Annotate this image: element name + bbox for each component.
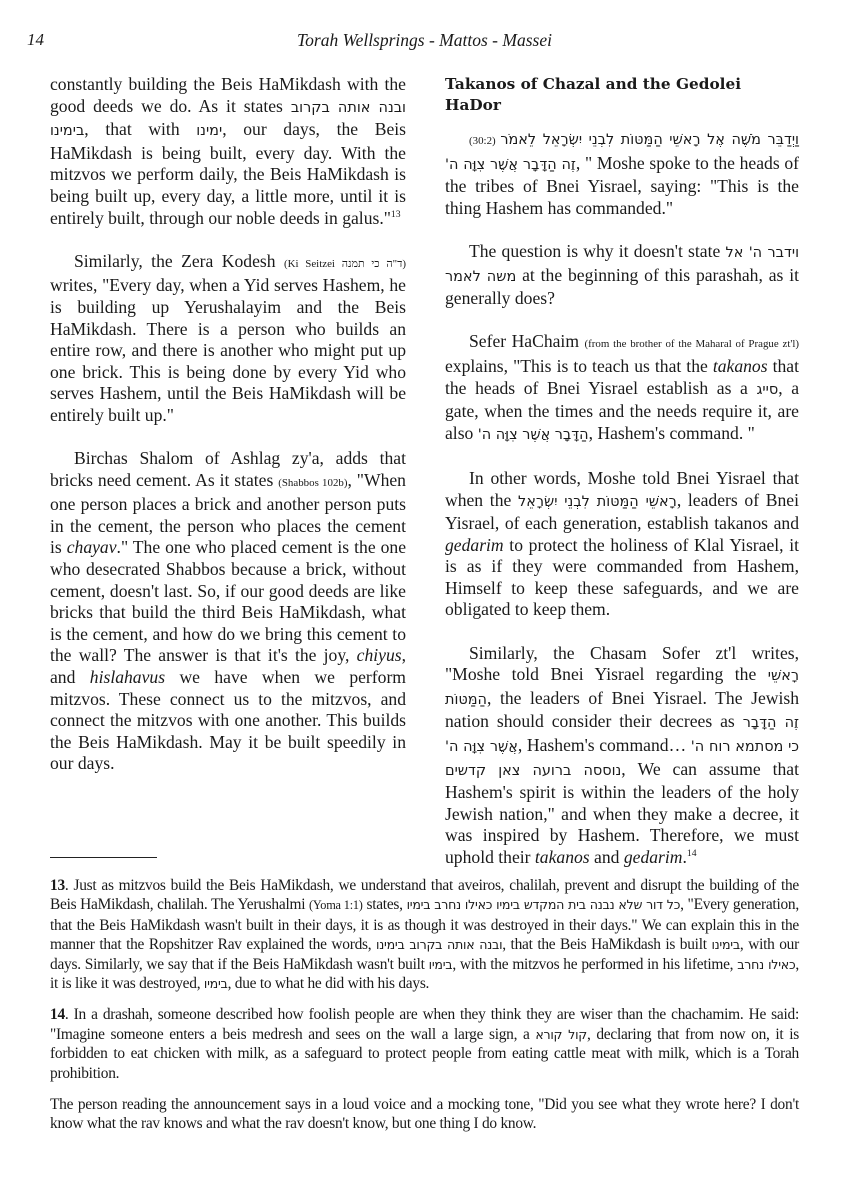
text-run: gedarim (445, 534, 504, 555)
hebrew-quote: וידבר ה' אל משה לאמר (445, 244, 799, 285)
text-run: (from the brother of the Maharal of Prague zt'l) (584, 338, 799, 351)
hebrew-quote: כל דור שלא נבנה בית המקדש בימיו כאילו נחרב בימיו (406, 897, 681, 913)
hebrew-quote: זֶה הַדָּבָר אֲשֶׁר צִוָּה ה' (445, 715, 799, 756)
text-run: In other words, Moshe told Bnei Yisrael that when the (445, 467, 799, 510)
paragraph (445, 643, 799, 869)
hebrew-quote: וַיְדַבֵּר מֹשֶׁה אֶל רָאשֵׁי הַמַּטּוֹת לִבְנֵי יִשְׂרָאֵל לֵאמֹר זֶה הַדָּבָר אֲשֶׁר צִוָּה ה' (445, 132, 799, 173)
paragraph (445, 128, 799, 219)
text-run: chiyus (356, 645, 402, 666)
text-run: , due to what he did with his days. (227, 975, 430, 993)
text-run: explains, "This is to teach us that the (445, 355, 713, 376)
text-run: , "Every generation, that the Beis HaMikdash wasn't built in their days, it is as though it was destroyed in their days." We can explain this in the manner that the Ropshitzer Rav explained the words, (50, 896, 799, 954)
hebrew-quote: רָאשֵׁי הַמַּטּוֹת (445, 668, 799, 708)
text-run: , with the mitzvos he performed in his lifetime, (452, 955, 738, 973)
text-run: , "When one person places a brick and another person puts in the cement, the person who places the cement is (50, 469, 406, 558)
footnotes (50, 876, 799, 1146)
text-run: writes, "Every day, when a Yid serves Hashem, he is building up Yerushalayim and the Beis HaMikdash. There is a person who builds an entire row, and there is another who might put up one brick. This is being done by every Yid who serves Hashem, until the Beis HaMikdash will be entirely built up." (50, 275, 406, 425)
text-run: to protect the holiness of Klal Yisrael, it is as if they were commanded from Hashem, Himself to keep these safeguards, and we are obligated to keep them. (445, 534, 799, 620)
running-title: Torah Wellsprings - Mattos - Massei (297, 30, 552, 50)
text-run: , it is like it was destroyed, (50, 955, 799, 993)
footnote-separator (50, 857, 157, 858)
footnote-ref: 13 (390, 208, 401, 220)
footnote (50, 1095, 799, 1134)
text-run: , our days, the Beis HaMikdash is being built, every day. With the mitzvos we perform daily, the Beis HaMikdash is being built up, every day, a little more, until it is entirely built, through our noble deeds in galus." (50, 119, 406, 228)
text-run: , " Moshe spoke to the heads of the tribes of Bnei Yisrael, saying: "This is the thing Hashem has commanded." (445, 152, 799, 218)
hebrew-quote: בימיו (203, 976, 228, 992)
paragraph (445, 241, 799, 310)
paragraph (445, 468, 799, 621)
hebrew-quote: סייג (756, 381, 779, 398)
hebrew-quote: כאילו נחרב (737, 956, 796, 972)
text-run: at the beginning of this parashah, as it generally does? (445, 264, 799, 309)
right-column (445, 74, 799, 890)
text-run: , that with (84, 119, 197, 140)
text-run: (Ki Seitzei ד"ה כי תמנה) (283, 257, 406, 270)
text-run: Similarly, the Chasam Sofer zt'l writes, "Moshe told Bnei Yisrael regarding the (445, 642, 799, 685)
text-run: , that the Beis HaMikdash is built (502, 936, 712, 954)
text-run: and (589, 847, 624, 867)
text-run: hislahavus (89, 667, 166, 688)
hebrew-quote: ובנה אותה בקרוב בימינו (50, 99, 406, 140)
text-run: Similarly, the Zera Kodesh (74, 250, 284, 271)
text-run: (Yoma 1:1) (309, 898, 363, 913)
text-run: The person reading the announcement says in a loud voice and a mocking tone, "Did you see what they wrote here? I don't know what the rav knows and what the rav doesn't know, but one thing I do know. (50, 1096, 799, 1133)
text-run: Birchas Shalom of Ashlag zy'a, adds that bricks need cement. As it states (50, 448, 406, 490)
text-run: , Hashem's command. " (588, 422, 755, 443)
paragraph (50, 251, 406, 427)
text-run: . In a drashah, someone described how foolish people are when they think they are wiser than the chachamim. He said: "Imagine someone enters a beis medresh and sees on the wall a large sign, a (50, 1006, 799, 1043)
footnote-ref: 14 (686, 848, 697, 860)
text-run: , the leaders of Bnei Yisrael. The Jewish nation should consider their decrees as (445, 687, 799, 732)
section-heading: Takanos of Chazal and the Gedolei HaDor (445, 75, 742, 114)
footnote (50, 1005, 799, 1083)
text-run: , leaders of Bnei Yisrael, of each generation, establish takanos and (445, 489, 799, 534)
text-run: , with our days. Similarly, we say that if the Beis HaMikdash wasn't built (50, 936, 800, 973)
text-run: we have when we perform mitzvos. These connect us to the mitzvos, and connect the mitzvos with one another. This builds the Beis HaMikdash. May it be built speedily in our days. (50, 667, 406, 774)
paragraph (445, 331, 799, 446)
left-column (50, 74, 406, 797)
text-run: . Just as mitzvos build the Beis HaMikdash, we understand that aveiros, chalilah, prevent and disrupt the building of the Beis HaMikdash, chalilah. The Yerushalmi (50, 877, 799, 914)
text-run: ." The one who placed cement is the one who desecrated Shabbos because a brick, without cement, doesn't last. So, if our good deeds are like bricks that build the third Beis HaMikdash, what is the cement, and how do we bring this cement to the wall? The answer is that it's the joy, (50, 537, 406, 666)
footnote-number: 14 (50, 1006, 65, 1024)
text-run: , and (50, 645, 406, 688)
text-run: constantly building the Beis HaMikdash with the good deeds we do. As it states (50, 74, 406, 116)
paragraph (50, 74, 406, 229)
page-number: 14 (27, 30, 44, 49)
hebrew-quote: הַדָּבָר אֲשֶׁר צִוָּה ה' (477, 426, 589, 443)
text-run: that the heads of Bnei Yisrael establish as a (445, 355, 799, 398)
text-run: The question is why it doesn't state (469, 240, 726, 261)
footnote (50, 876, 799, 993)
text-run: takanos (534, 847, 590, 867)
text-run: (30:2) (469, 135, 501, 147)
text-run: chayav (66, 537, 117, 558)
text-run: . (682, 847, 687, 867)
text-run: , Hashem's command… (517, 735, 691, 756)
hebrew-quote: ובנה אותה בקרוב בימינו (376, 937, 503, 953)
text-run: , We can assume that Hashem's spirit is within the leaders of the holy Jewish nation," and when they make a decree, it was inspired by Hashem. Therefore, we must uphold their (445, 758, 800, 867)
text-run: , a gate, when the times and the needs require it, are also (445, 377, 800, 443)
hebrew-quote: רָאשֵׁי הַמַּטּוֹת לִבְנֵי יִשְׂרָאֵל (518, 493, 677, 510)
hebrew-quote: בימינו (711, 937, 740, 953)
hebrew-quote: כי מסתמא רוח ה' נוססה ברועה צאן קדשים (445, 739, 799, 779)
text-run: states, (362, 896, 407, 914)
footnote-number: 13 (50, 877, 65, 894)
hebrew-quote: בימיו (428, 956, 453, 972)
paragraph (50, 448, 406, 775)
text-run: Sefer HaChaim (469, 331, 585, 352)
text-run: , declaring that from now on, it is forbidden to eat chicken with milk, as a safeguard to protect people from eating cattle meat with milk, which is a Torah prohibition. (50, 1025, 799, 1082)
text-run: (Shabbos 102b) (278, 476, 348, 489)
hebrew-quote: קול קורא (535, 1026, 587, 1042)
text-run: takanos (712, 355, 768, 376)
hebrew-quote: ימינו (196, 123, 223, 140)
text-run: gedarim (623, 847, 683, 867)
